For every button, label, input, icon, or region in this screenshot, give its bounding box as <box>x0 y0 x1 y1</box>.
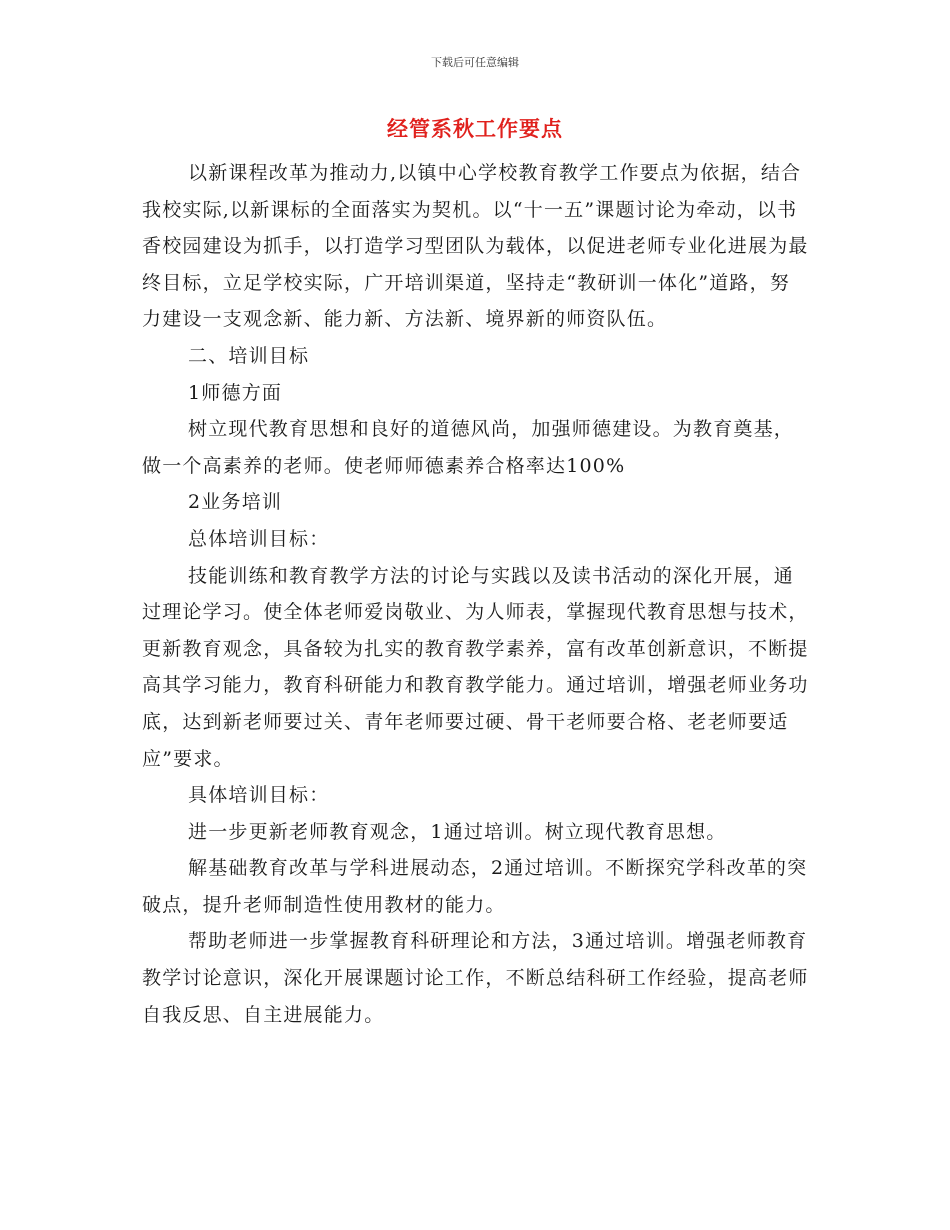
specific-goal-1: 进一步更新老师教育观念，1通过培训。树立现代教育思想。 <box>188 820 727 843</box>
document-title: 经管系秋工作要点 <box>387 117 563 141</box>
label-overall-goals: 总体培训目标： <box>188 527 330 550</box>
specific-goal-2: 解基础教育改革与学科进展动态，2通过培训。不断探究学科改革的突破点，提升老师制造性使用教材的能力。 <box>142 857 808 916</box>
overall-goals-paragraph: 技能训练和教育教学方法的讨论与实践以及读书活动的深化开展，通过理论学习。使全体老师爱岗敬业、为人师表，掌握现代教育思想与技术，更新教育观念，具备较为扎实的教育教学素养，富有改革创新意识，不断提高其学习能力，教育科研能力和教育教学能力。通过培训，增强老师业务功底，达到新老师要过关、青年老师要过硬、骨干老师要合格、老老师要适应”要求。 <box>142 564 809 770</box>
section-heading-training-goals: 二、培训目标 <box>188 344 310 367</box>
ethics-paragraph: 树立现代教育思想和良好的道德风尚，加强师德建设。为教育奠基，做一个高素养的老师。使老师师德素养合格率达100% <box>142 418 795 477</box>
header-note: 下载后可任意编辑 <box>431 56 519 69</box>
label-specific-goals: 具体培训目标： <box>188 784 330 807</box>
intro-paragraph: 以新课程改革为推动力,以镇中心学校教育教学工作要点为依据，结合我校实际,以新课标的全面落实为契机。以“十一五”课题讨论为牵动，以书香校园建设为抓手，以打造学习型团队为载体，以促进老师专业化进展为最终目标，立足学校实际，广开培训渠道，坚持走“教研训一体化”道路，努力建设一支观念新、能力新、方法新、境界新的师资队伍。 <box>142 162 809 331</box>
specific-goal-3: 帮助老师进一步掌握教育科研理论和方法，3通过培训。增强老师教育教学讨论意识，深化开展课题讨论工作，不断总结科研工作经验，提高老师自我反思、自主进展能力。 <box>142 930 809 1026</box>
document-body <box>142 155 810 1033</box>
subheading-teacher-ethics: 1师德方面 <box>188 381 283 404</box>
subheading-business-training: 2业务培训 <box>188 491 283 514</box>
